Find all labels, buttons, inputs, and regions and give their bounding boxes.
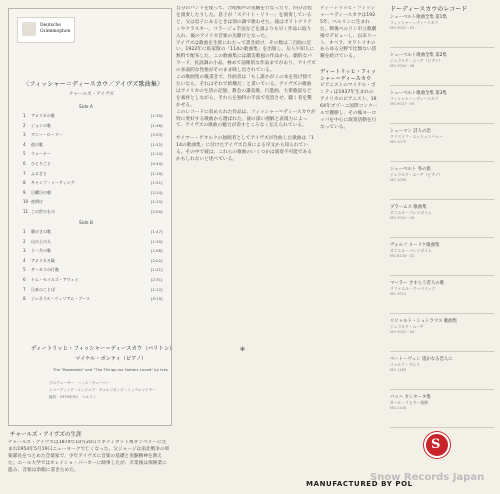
record-artist: フィッシャー＝ディースカウ [390,96,439,101]
side-a-track-ja: この世のもの [31,209,55,214]
essay-paragraph-3: この歌曲集の後書きで、作曲者は「もし誰かがこの本を投げ捨てたいなら、それはそれで結構だ」と書いている。アイヴズの歌曲はアメリカの生活の記憶、教会の讃美歌、行進曲、大衆歌謡などを素材としながら、それらを独特の手法で変容させ、聴く者を驚かせる。 [176,75,312,108]
record-number: MG 9051〜54 [390,330,415,334]
record-number: MG 9041〜43 [390,216,415,220]
side-a-track-row [23,161,173,171]
side-a-track-row [23,132,173,142]
side-a-track-no: 11 [23,209,29,214]
record-title: シューベルト 冬の旅 [390,167,431,172]
watermark-logo [424,432,450,458]
side-a-track-row [23,199,173,209]
side-b-track-no: 2 [23,238,26,244]
credit-producer: プロデューサー：ハンス・ヴェーバー [49,381,110,385]
side-b-track-time: [1:21] [151,267,163,273]
discography-item [390,14,494,31]
artist-bio-heading: ディートリッヒ・フィッシャー＝ディースカウ [320,69,377,83]
side-a-track-row [23,151,173,161]
side-a-track-time: [1:19] [151,170,163,176]
side-b-track-ja: アメリカ万歳 [31,257,55,263]
side-a-track-row [23,113,173,123]
side-b-track-ja: 静けさの歌 [31,229,51,234]
record-number: MG 9004〜06 [390,64,415,68]
side-b-track-time: [5:19] [151,296,163,302]
record-number: MG 8130〜32 [390,254,415,258]
disc-subtitle: チャールズ・アイヴズ [69,92,115,97]
side-a-track-row [23,209,173,219]
essay-paragraph-2: アイヴズは歌曲を生涯にわたって書き続け、その数は二百曲に近い。1922年に私家版の「114の歌曲集」を出版し、友人や知人に無料で配布した。この歌曲集には讃美歌風の作品から、劇的なバラード、民謡調の小品、極めて前衛的な作品までがあり、アイヴズの多面的な性格がそのまま映し出されている。 [176,40,316,74]
side-a-track-no: 2 [23,122,26,128]
tulip-crest-icon [22,22,36,36]
tracklist-panel [8,8,175,426]
side-a-track-no: 5 [23,151,26,157]
side-a-track-ja: 夜の歌 [31,141,43,147]
manufacturer-line: MANUFACTURED BY POL [306,480,413,488]
side-b-track-no: 4 [23,257,26,263]
side-b-track-row [23,296,173,306]
discography-divider [390,123,494,124]
artist-bio-paragraph-1: ディートリッヒ・フィッシャー＝ディースカウは1925年、ベルリンに生まれた。戦後ベルリン市立歌劇場でデビューし、以来リート、オペラ、オラトリオのあらゆる分野で比類ない活躍を続けている。 [320,6,377,60]
side-a-track-no: 8 [23,180,26,186]
side-b-label: Side B [79,221,93,226]
side-b-track-row [23,229,173,239]
side-a-track-ja: ウォーナー [31,151,51,157]
side-a-track-ja: 日曜日の朝 [31,189,51,195]
discography-item [390,280,494,296]
side-a-track-ja: ジョンの歌 [31,122,51,128]
side-a-track-no: 6 [23,161,26,166]
side-a-track-time: [1:35] [151,113,163,118]
record-title: バッハ カンタータ集 [390,395,431,400]
side-b-track-time: [1:12] [151,286,163,292]
record-number: MG 9001〜03 [390,26,415,30]
side-a-track-time: [1:15] [151,199,163,205]
record-title: ベートーヴェン 遥かなる恋人に [390,357,453,362]
discography-divider [390,237,494,238]
side-a-track-ja: アニー・ローリー [31,132,63,138]
side-b-track-ja: ジェネラル・ウィリアム・ブース [31,296,90,302]
discography-item [390,52,494,69]
discography-title: ドーディースカウのレコード [390,6,468,13]
record-title: シューベルト歌曲全集 第2集 [390,53,447,58]
discography-item [390,356,494,372]
side-a-track-ja: 夜明け [31,199,43,205]
discography-item [390,90,494,107]
discography-divider [390,351,494,352]
side-a-track-row [23,142,173,152]
record-title: シューマン 詩人の恋 [390,129,431,134]
side-a-track-time: [0:49] [151,161,163,166]
side-b-track-no: 5 [23,267,26,273]
side-b-track-row [23,248,173,258]
discography-divider [390,161,494,162]
side-a-track-ja: アメリカの歌 [31,113,55,118]
side-b-track-time: [1:30] [151,238,163,244]
artist-bio-column [320,6,378,476]
record-number: MG 9007〜09 [390,102,415,106]
side-a-track-ja: ふるさと [31,170,47,176]
discography-divider [390,47,494,48]
discography-item [390,394,494,410]
side-a-track-ja: キャンプ・ミーティング [31,180,75,186]
side-a-track-time: [1:51] [151,180,163,186]
side-b-track-no: 8 [23,296,26,302]
side-a-track-time: [1:10] [151,151,163,157]
discography-item [390,242,494,259]
record-number: MG 1090 [390,178,407,182]
record-artist: ジェラルド・ムーア（ピアノ） [390,58,443,63]
side-a-label: Side A [79,105,93,110]
side-a-track-no: 4 [23,141,26,147]
discography-divider [390,427,494,428]
side-a-track-no: 10 [23,199,29,205]
side-a-track-time: [2:24] [151,189,163,195]
side-b-track-time: [1:08] [151,248,163,254]
side-b-track-row [23,277,173,287]
side-a-track-time: [2:03] [151,132,163,138]
side-b-track-time: [1:47] [151,229,163,234]
performers-english-note: The "Rosedales" and "The Things our Fathers Loved" by Ives [53,367,168,372]
disc-title: 〈フィッシャー＝ディースカウ／アイヴズ歌曲集〉 [23,81,164,88]
side-a-track-time: [1:52] [151,141,163,147]
side-a-track-no: 3 [23,132,26,138]
performers-baritone: ディートリッヒ・フィッシャー＝ディースカウ（バリトン） [31,346,175,352]
record-number: MG 2100 [390,406,407,410]
side-b-track-no: 6 [23,277,26,282]
side-a-track-ja: ひとりごと [31,161,51,166]
record-artist: イェルク・デムス [390,362,421,367]
discography-item [390,204,494,221]
discography-divider [390,85,494,86]
record-artist: カール・リヒター指揮 [390,400,428,405]
side-a-track-time: [1:46] [151,122,163,128]
record-artist: ラファエル・クーベリック [390,286,436,291]
discography-item [390,318,494,335]
logo-line-1: Deutsche [40,23,61,28]
discography-item [390,128,494,144]
side-b-track-no: 7 [23,286,26,292]
record-title: シューベルト歌曲全集 第3集 [390,91,447,96]
credit-engineer: レコーディング・エンジニア：ヴォルフガング・ミッテルマイヤー [49,388,156,392]
discography-divider [390,313,494,314]
side-a-track-no: 9 [23,189,26,195]
side-b-track-time: [2:02] [151,257,163,263]
record-number: MG 1165 [390,368,407,372]
logo-line-2: Grammophon [40,28,71,34]
record-artist: ジェラルド・ムーア（ピアノ） [390,172,443,177]
record-title: リヒャルト・シュトラウス 歌曲集 [390,319,458,324]
side-a-track-no: 1 [23,113,26,118]
biography-text [8,440,170,490]
credit-recording: 録音：1975年9月 ベルリン [49,395,97,399]
side-a-track-time: [2:00] [151,209,163,214]
record-title: ヴォルフ メーリケ歌曲集 [390,243,440,248]
side-a-track-row [23,123,173,133]
discography-divider [390,275,494,276]
side-b-track-ja: トム・セイルズ・アウェイ [31,277,79,282]
record-artist: ダニエル・バレンボイム [390,210,432,215]
side-a-track-row [23,190,173,200]
watermark-letter: S [431,437,441,452]
side-b-track-ja: 日本のことば [31,286,55,292]
record-title: マーラー さすらう若人の歌 [390,281,445,286]
record-number: MG 1075 [390,140,407,144]
side-b-track-ja: 山の上の人 [31,238,51,244]
discography-item [390,166,494,182]
watermark-text: Snow Records Japan [370,472,485,483]
biography-paragraph: チャールズ・アイヴズは1874年10月20日コネティカット州ダンベリーに生まれ1954年5月19日ニューヨークで亡くなった。父ジョージは南北戦争の軍楽隊長をつとめた音楽家で、少年アイヴズに音楽の基礎と実験精神を教えた。エール大学ではホレイショ・パーカーに師事したが、卒業後は保険業に進み、音楽は余暇に書きためた。 [8,440,170,473]
artist-bio-paragraph-2: ピアニストのマイケル・ポンティは1937年生まれのアメリカのピアニスト。1964年ブゾーニ国際コンクールで優勝し、その後ヨーロッパを中心に演奏活動を行なっている。 [320,83,378,130]
discography-divider [390,389,494,390]
record-artist: ダニエル・バレンボイム [390,248,432,253]
label-logo [17,17,75,43]
record-artist: フィッシャー＝ディースカウ [390,20,439,25]
side-a-track-row [23,180,173,190]
record-title: シューベルト歌曲全集 第1集 [390,15,447,20]
performers-piano: マイケル・ポンティ（ピアノ） [75,356,147,362]
side-b-track-ja: サーカスの行進 [31,267,59,273]
side-b-track-ja: 十一月の歌 [31,248,51,254]
section-divider-star-icon: ✻ [240,346,246,353]
side-b-track-row [23,267,173,277]
essay-paragraph-1: 自分のバンドを使って、合唱和声の実験を行なったり、四分音程を演奏したりした。息子が「ステイト・リリー」を演奏していると、父は息子にあるときは別の調で歌わせた。彼はポリトナリティやクラスター、コラージュ手法などを誰よりも早く作品に取り入れ、後のアメリカ音楽の先駆けとなった。 [176,6,312,39]
record-artist: クリストフ・エッシェンバッハ [390,134,443,139]
record-title: ブラームス 歌曲集 [390,205,427,210]
essay-column [176,6,316,484]
side-a-track-no: 7 [23,170,26,176]
discography-divider [390,199,494,200]
essay-paragraph-5: サイマー・ゲオルクの独唱者としてアイヴズが作曲した歌曲は「114の歌曲集」に付けたアイヴズ自身による序文から知られている。その中で彼は、これらの歌曲のいくつかは演奏不可能であるかもしれないと述べている。 [176,136,314,163]
biography-heading: チャールズ・アイヴズの生涯 [10,432,82,438]
side-b-track-no: 1 [23,229,26,234]
side-b-track-no: 3 [23,248,26,254]
side-b-track-time: [2:31] [151,277,163,282]
record-artist: ジェラルド・ムーア [390,324,424,329]
record-number: MG 2013 [390,292,407,296]
essay-paragraph-4: このレコードに収められた作品は、フィッシャー＝ディースカウが特に愛好する歌曲から選ばれた。彼の深い理解と表現力によって、アイヴズの歌曲の魅力が余すところなく伝えられている。 [176,109,316,129]
